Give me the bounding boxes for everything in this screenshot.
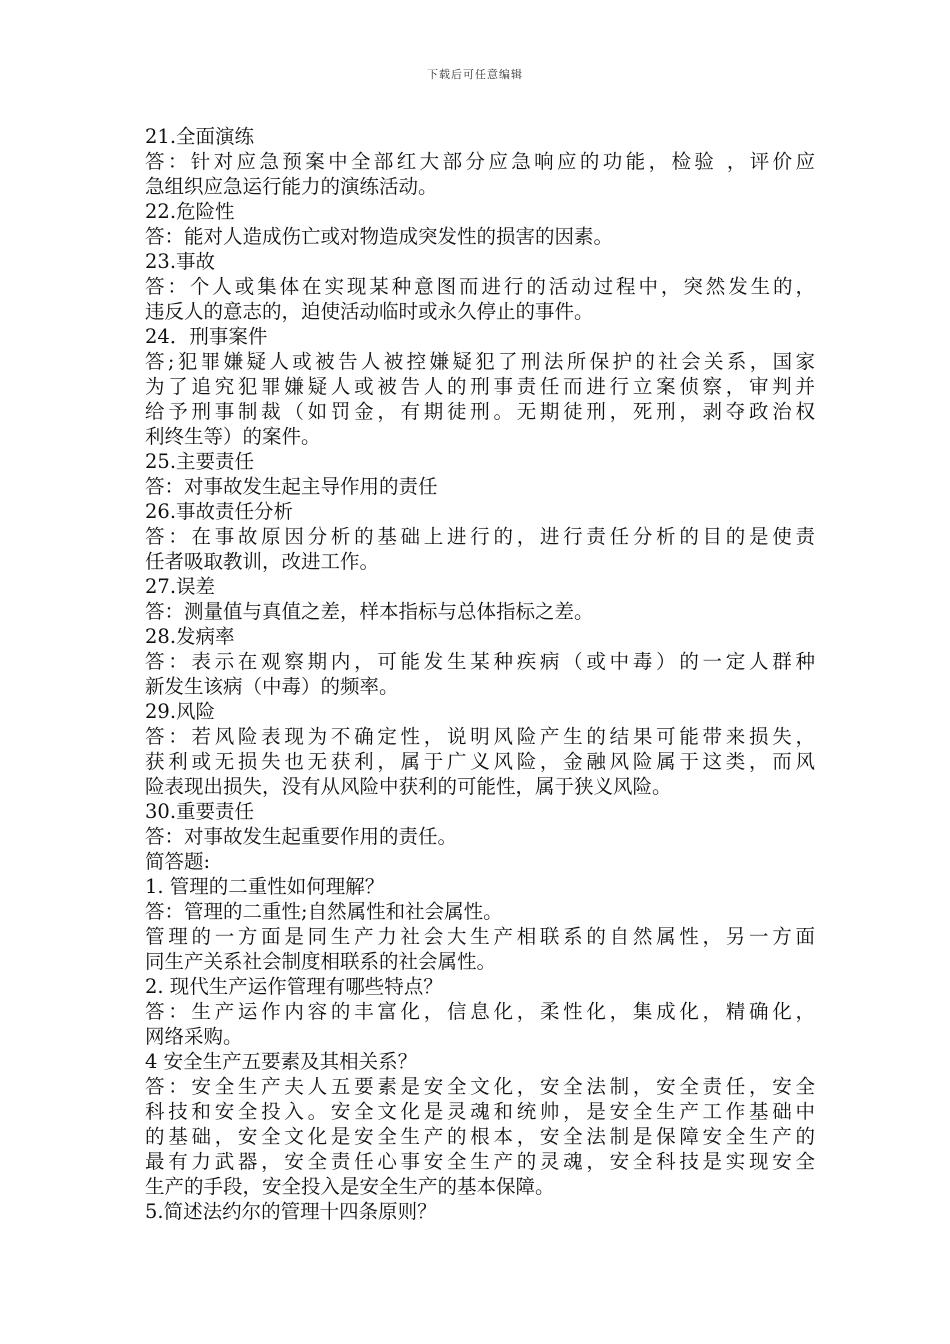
text-line: 任者吸取教训，改进工作。 xyxy=(145,550,380,573)
text-line: 2. 现代生产运作管理有哪些特点？ xyxy=(145,975,443,998)
text-line: 答：安全生产夫人五要素是安全文化，安全法制，安全责任，安全 xyxy=(145,1075,815,1098)
text-line: 为了追究犯罪嫌疑人或被告人的刑事责任而进行立案侦察，审判并 xyxy=(145,375,815,398)
text-line: 答：管理的二重性;自然属性和社会属性。 xyxy=(145,900,503,923)
text-line: 险表现出损失，没有从风险中获利的可能性，属于狭义风险。 xyxy=(145,775,672,798)
text-line: 28.发病率 xyxy=(145,625,235,648)
text-line: 27.误差 xyxy=(145,575,216,598)
text-line: 答;犯罪嫌疑人或被告人被控嫌疑犯了刑法所保护的社会关系，国家 xyxy=(145,350,815,373)
text-line: 答：能对人造成伤亡或对物造成突发性的损害的因素。 xyxy=(145,225,614,248)
text-line: 4 安全生产五要素及其相关系？ xyxy=(145,1050,418,1073)
text-line: 25.主要责任 xyxy=(145,450,255,473)
text-line: 网络采购。 xyxy=(145,1025,243,1048)
text-line: 管理的一方面是同生产力社会大生产相联系的自然属性，另一方面 xyxy=(145,925,815,948)
text-line: 21.全面演练 xyxy=(145,125,255,148)
text-line: 给予刑事制裁（如罚金，有期徒刑。无期徒刑，死刑，剥夺政治权 xyxy=(145,400,815,423)
text-line: 23.事故 xyxy=(145,250,216,273)
text-line: 同生产关系社会制度相联系的社会属性。 xyxy=(145,950,497,973)
text-line: 新发生该病（中毒）的频率。 xyxy=(145,675,399,698)
text-line: 30.重要责任 xyxy=(145,800,255,823)
text-line: 答：针对应急预案中全部红大部分应急响应的功能，检验 ，评价应 xyxy=(145,150,815,173)
text-line: 答：对事故发生起主导作用的责任 xyxy=(145,475,438,498)
text-line: 29.风险 xyxy=(145,700,216,723)
text-line: 22.危险性 xyxy=(145,200,235,223)
text-line: 科技和安全投入。安全文化是灵魂和统帅，是安全生产工作基础中 xyxy=(145,1100,815,1123)
text-line: 答：对事故发生起重要作用的责任。 xyxy=(145,825,458,848)
text-line: 违反人的意志的，迫使活动临时或永久停止的事件。 xyxy=(145,300,594,323)
text-line: 5.简述法约尔的管理十四条原则？ xyxy=(145,1200,437,1223)
text-line: 26.事故责任分析 xyxy=(145,500,294,523)
text-line: 答：若风险表现为不确定性，说明风险产生的结果可能带来损失， xyxy=(145,725,815,748)
text-line: 24．刑事案件 xyxy=(145,325,268,348)
text-line: 最有力武器，安全责任心事安全生产的灵魂，安全科技是实现安全 xyxy=(145,1150,815,1173)
text-line: 利终生等）的案件。 xyxy=(145,425,321,448)
text-line: 答：测量值与真值之差，样本指标与总体指标之差。 xyxy=(145,600,594,623)
text-line: 1. 管理的二重性如何理解？ xyxy=(145,875,385,898)
text-line: 答：生产运作内容的丰富化，信息化，柔性化，集成化，精确化， xyxy=(145,1000,815,1023)
text-line: 获利或无损失也无获利，属于广义风险，金融风险属于这类，而风 xyxy=(145,750,815,773)
text-line: 的基础，安全文化是安全生产的根本，安全法制是保障安全生产的 xyxy=(145,1125,815,1148)
text-line: 急组织应急运行能力的演练活动。 xyxy=(145,175,438,198)
text-line: 答：表示在观察期内，可能发生某种疾病（或中毒）的一定人群种 xyxy=(145,650,815,673)
page-header-note: 下载后可任意编辑 xyxy=(427,68,523,81)
document-body xyxy=(145,124,815,1224)
text-line: 答：在事故原因分析的基础上进行的，进行责任分析的目的是使责 xyxy=(145,525,815,548)
text-line: 简答题: xyxy=(145,850,211,873)
text-line: 答：个人或集体在实现某种意图而进行的活动过程中，突然发生的， xyxy=(145,275,815,298)
text-line: 生产的手段，安全投入是安全生产的基本保障。 xyxy=(145,1175,555,1198)
